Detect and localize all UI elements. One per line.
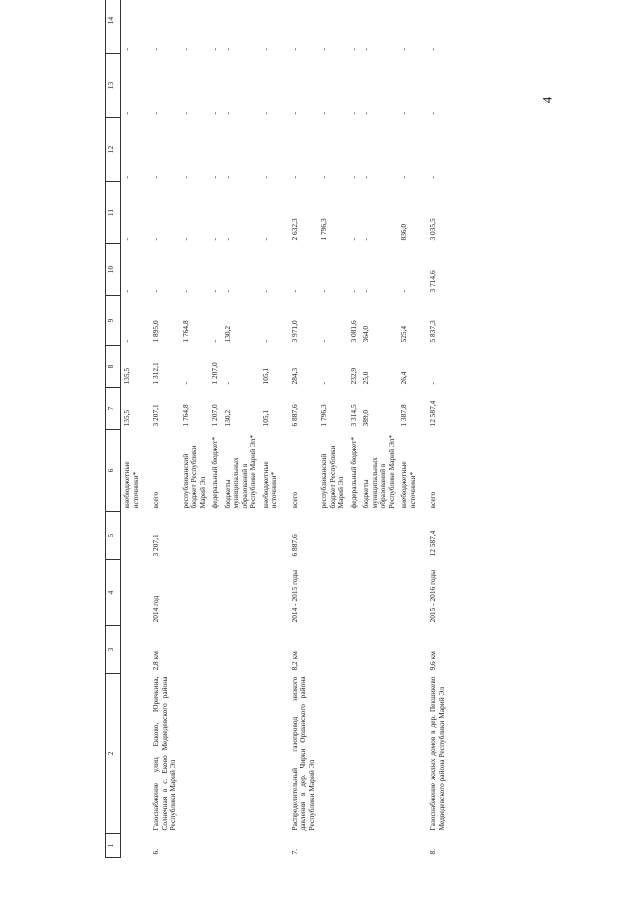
table-cell-col-13: -	[319, 112, 329, 115]
table-cell-col-13: -	[289, 112, 299, 115]
column-header: 1	[106, 834, 121, 858]
table-cell-col-4: 2014 - 2015 годы	[289, 569, 299, 623]
table-cell-col-9: 364,0	[361, 325, 371, 343]
table-cell-col-11: -	[210, 238, 220, 241]
table-cell-col-9: 1 895,0	[151, 320, 161, 343]
table-cell-col-13: -	[180, 112, 190, 115]
table-cell-col-2: Распределительный газопровод низкого давления в дер. Чирки Оршанского района Республики Марий Эл	[289, 676, 316, 831]
table-cell-col-7: 6 887,6	[289, 404, 299, 427]
table-row	[209, 0, 222, 858]
table-cell-col-6: бюджеты муниципальных образований в Республике Марий Эл*	[361, 434, 396, 509]
table-cell-col-9: -	[260, 340, 270, 343]
table-cell-col-8: 232,9	[348, 367, 358, 385]
table-cell-col-10: -	[319, 290, 329, 293]
table-row	[222, 0, 260, 858]
table-cell-col-11: -	[222, 238, 232, 241]
table-cell-col-8: 26,4	[399, 371, 409, 385]
table-cell-col-3: 2,8 км	[151, 651, 161, 671]
table-cell-col-5	[360, 512, 398, 560]
table-cell-col-11: 2 632,3	[289, 218, 299, 241]
table-cell-col-12: -	[260, 176, 270, 179]
table-cell-col-2	[209, 674, 222, 834]
column-header: 11	[106, 182, 121, 244]
table-cell-col-11: -	[361, 238, 371, 241]
table-cell-col-1	[121, 834, 143, 858]
table-cell-col-7: 3 314,5	[348, 404, 358, 427]
table-cell-col-11: 3 035,5	[428, 218, 438, 241]
table-cell-col-7: 389,0	[361, 409, 371, 427]
table-cell-col-1	[348, 834, 361, 858]
table-cell-col-11: -	[260, 238, 270, 241]
table-cell-col-14: -	[210, 48, 220, 51]
table-cell-col-9: 525,4	[399, 325, 409, 343]
table-cell-col-2	[348, 674, 361, 834]
table-cell-col-13: -	[210, 112, 220, 115]
table-cell-col-13: -	[348, 112, 358, 115]
table-cell-col-8: 25,0	[361, 371, 371, 385]
table-cell-col-12: -	[289, 176, 299, 179]
table-cell-col-7: 1 387,8	[399, 404, 409, 427]
table-cell-col-10: -	[222, 290, 232, 293]
table-row	[281, 0, 319, 858]
table-cell-col-4	[180, 560, 210, 626]
table-cell-col-6: бюджеты муниципальных образований в Республике Марий Эл*	[222, 434, 258, 509]
table-cell-col-9: -	[319, 340, 329, 343]
table-cell-col-4: 2014 год	[151, 595, 161, 623]
table-cell-col-3: 9,6 км	[428, 651, 438, 671]
table-cell-col-3	[318, 626, 348, 674]
page-number: 4	[539, 96, 555, 104]
table-cell-col-12: -	[428, 176, 438, 179]
table-cell-col-7: 12 587,4	[428, 400, 438, 427]
table-cell-col-12: -	[180, 176, 190, 179]
table-cell-col-7: 3 207,1	[151, 404, 161, 427]
table-cell-col-1	[260, 834, 281, 858]
table-cell-col-5: 12 587,4	[428, 530, 438, 557]
table-cell-col-6: республиканский бюджет Республики Марий Эл	[319, 445, 346, 509]
table-cell-col-10: -	[348, 290, 358, 293]
column-header: 7	[106, 388, 121, 430]
table-cell-col-2: Газоснабжение улиц Екково, Юричкина, Солнечная в с. Еково Медведевского района Республики Марий Эл	[151, 676, 178, 831]
table-row	[348, 0, 361, 858]
column-header: 13	[106, 54, 121, 118]
table-cell-col-14: -	[151, 48, 161, 51]
table-cell-col-4	[360, 560, 398, 626]
table-cell-col-10: -	[399, 290, 409, 293]
table-cell-col-4: 2015 - 2016 годы	[428, 569, 438, 623]
table-cell-col-12: -	[210, 176, 220, 179]
table-cell-col-3	[180, 626, 210, 674]
table-cell-col-8: -	[222, 382, 232, 385]
table-cell-col-7: 135,5	[122, 409, 131, 427]
table-cell-col-14: -	[222, 48, 232, 51]
table-cell-col-11: -	[180, 238, 190, 241]
table-cell-col-4	[222, 560, 260, 626]
table-cell-col-12: -	[319, 176, 329, 179]
table-cell-col-3	[260, 626, 281, 674]
table-cell-col-13: -	[428, 112, 438, 115]
column-header: 12	[106, 118, 121, 182]
table-cell-col-2	[121, 674, 143, 834]
table-row	[121, 0, 143, 858]
table-header-row	[106, 0, 121, 858]
table-cell-col-3	[360, 626, 398, 674]
table-cell-col-9: 5 837,3	[428, 320, 438, 343]
table-row	[180, 0, 210, 858]
table-cell-col-9: 1 764,8	[180, 320, 190, 343]
table-cell-col-1	[209, 834, 222, 858]
table-cell-col-11: -	[122, 238, 131, 241]
column-header: 3	[106, 626, 121, 674]
table-cell-col-7: 105,1	[260, 409, 270, 427]
table-cell-col-1	[180, 834, 210, 858]
table-cell-col-2	[222, 674, 260, 834]
table-cell-col-6: внебюджетные источники*	[399, 461, 417, 509]
table-cell-col-3: 8,2 км	[289, 651, 299, 671]
table-cell-col-7: 1 796,3	[319, 404, 329, 427]
table-cell-col-6: федеральный бюджет*	[348, 436, 358, 509]
table-cell-col-2	[318, 674, 348, 834]
table-cell-col-3	[222, 626, 260, 674]
table-cell-col-13: -	[122, 112, 131, 115]
table-row	[260, 0, 281, 858]
table-cell-col-6: внебюджетные источники*	[260, 461, 279, 509]
table-row	[398, 0, 419, 858]
table-cell-col-11: -	[348, 238, 358, 241]
table-cell-col-12: -	[399, 176, 409, 179]
table-cell-col-7: 1 764,8	[180, 404, 190, 427]
table-cell-col-14: -	[319, 48, 329, 51]
table-cell-col-8: -	[428, 382, 438, 385]
table-cell-col-10: 3 714,6	[428, 270, 438, 293]
column-header: 9	[106, 296, 121, 346]
table-row	[142, 0, 180, 858]
column-header: 4	[106, 560, 121, 626]
table-cell-col-11: 1 796,3	[319, 218, 329, 241]
table-cell-col-13: -	[260, 112, 270, 115]
table-cell-col-10: -	[361, 290, 371, 293]
table-cell-col-5: 3 207,1	[151, 534, 161, 557]
table-cell-col-5	[209, 512, 222, 560]
column-header: 5	[106, 512, 121, 560]
column-header: 14	[106, 0, 121, 54]
table-cell-col-9: 3 081,6	[348, 320, 358, 343]
table-row	[419, 0, 448, 858]
table-cell-col-4	[260, 560, 281, 626]
table-cell-col-9: 3 971,0	[289, 320, 299, 343]
table-cell-col-4	[398, 560, 419, 626]
table-cell-col-5	[180, 512, 210, 560]
table-body	[121, 0, 449, 858]
table-cell-col-10: -	[122, 290, 131, 293]
table-cell-col-14: -	[399, 48, 409, 51]
table-cell-col-8: 284,3	[289, 367, 299, 385]
table-cell-col-8: 1 312,1	[151, 362, 161, 385]
table-cell-col-12: -	[151, 176, 161, 179]
table-cell-col-12: -	[122, 176, 131, 179]
table-cell-col-1: 8.	[428, 848, 438, 855]
table-cell-col-4	[348, 560, 361, 626]
table-cell-col-12: -	[222, 176, 232, 179]
table-cell-col-14: -	[260, 48, 270, 51]
table-cell-col-14: -	[122, 48, 131, 51]
table-cell-col-10: -	[260, 290, 270, 293]
table-cell-col-6: всего	[151, 491, 161, 509]
table-cell-col-4	[318, 560, 348, 626]
table-cell-col-8: 1 207,0	[210, 362, 220, 385]
table-cell-col-13: -	[222, 112, 232, 115]
table-cell-col-14: -	[289, 48, 299, 51]
table-cell-col-6: внебюджетные источники*	[122, 461, 140, 509]
table-cell-col-9: -	[122, 340, 131, 343]
table-cell-col-5	[260, 512, 281, 560]
table-cell-col-13: -	[361, 112, 371, 115]
table-cell-col-14: -	[361, 48, 371, 51]
table-cell-col-8: 135,5	[122, 367, 131, 385]
table-cell-col-7: 130,2	[222, 409, 232, 427]
table-cell-col-6: всего	[428, 491, 438, 509]
table-cell-col-3	[209, 626, 222, 674]
table-cell-col-8: -	[319, 382, 329, 385]
table-row	[318, 0, 348, 858]
table-cell-col-1: 7.	[289, 848, 299, 855]
table-cell-col-5	[318, 512, 348, 560]
table-cell-col-9: -	[210, 340, 220, 343]
table-cell-col-3	[348, 626, 361, 674]
table-cell-col-5: 6 887,6	[289, 534, 299, 557]
table-cell-col-13: -	[399, 112, 409, 115]
table-cell-col-6: всего	[289, 491, 299, 509]
table-cell-col-5	[398, 512, 419, 560]
column-header: 10	[106, 244, 121, 296]
table-cell-col-1	[222, 834, 260, 858]
table-cell-col-11: 836,0	[399, 223, 409, 241]
column-header: 8	[106, 346, 121, 388]
table-cell-col-5	[121, 512, 143, 560]
table-cell-col-10: -	[180, 290, 190, 293]
financing-table	[105, 0, 448, 858]
table-cell-col-9: 130,2	[222, 325, 232, 343]
table-cell-col-1	[398, 834, 419, 858]
table-cell-col-12: -	[348, 176, 358, 179]
table-row	[360, 0, 398, 858]
table-cell-col-1: 6.	[151, 848, 161, 855]
table-cell-col-2	[360, 674, 398, 834]
table-cell-col-1	[360, 834, 398, 858]
table-cell-col-8: -	[180, 382, 190, 385]
column-header: 2	[106, 674, 121, 834]
table-cell-col-2	[180, 674, 210, 834]
table-cell-col-7: 1 207,0	[210, 404, 220, 427]
table-cell-col-5	[222, 512, 260, 560]
table-cell-col-2	[260, 674, 281, 834]
table-cell-col-5	[348, 512, 361, 560]
table-cell-col-10: -	[210, 290, 220, 293]
table-cell-col-12: -	[361, 176, 371, 179]
table-cell-col-14: -	[428, 48, 438, 51]
table-cell-col-6: республиканский бюджет Республики Марий Эл	[180, 445, 207, 509]
table-cell-col-8: 105,1	[260, 367, 270, 385]
table-cell-col-3	[398, 626, 419, 674]
table-cell-col-6: федеральный бюджет*	[210, 436, 220, 509]
table-cell-col-14: -	[180, 48, 190, 51]
column-header: 6	[106, 430, 121, 512]
table-cell-col-10: -	[289, 290, 299, 293]
table-cell-col-2: Газоснабжение жилых домов в дер. Пекшикево Медведевского района Республики Марий Эл	[428, 676, 446, 831]
table-cell-col-13: -	[151, 112, 161, 115]
table-cell-col-4	[209, 560, 222, 626]
table-cell-col-1	[318, 834, 348, 858]
table-cell-col-10: -	[151, 290, 161, 293]
table-cell-col-14: -	[348, 48, 358, 51]
table-cell-col-4	[121, 560, 143, 626]
table-cell-col-11: -	[151, 238, 161, 241]
table-cell-col-2	[398, 674, 419, 834]
rotated-table-page	[105, 16, 537, 858]
table-cell-col-3	[121, 626, 143, 674]
